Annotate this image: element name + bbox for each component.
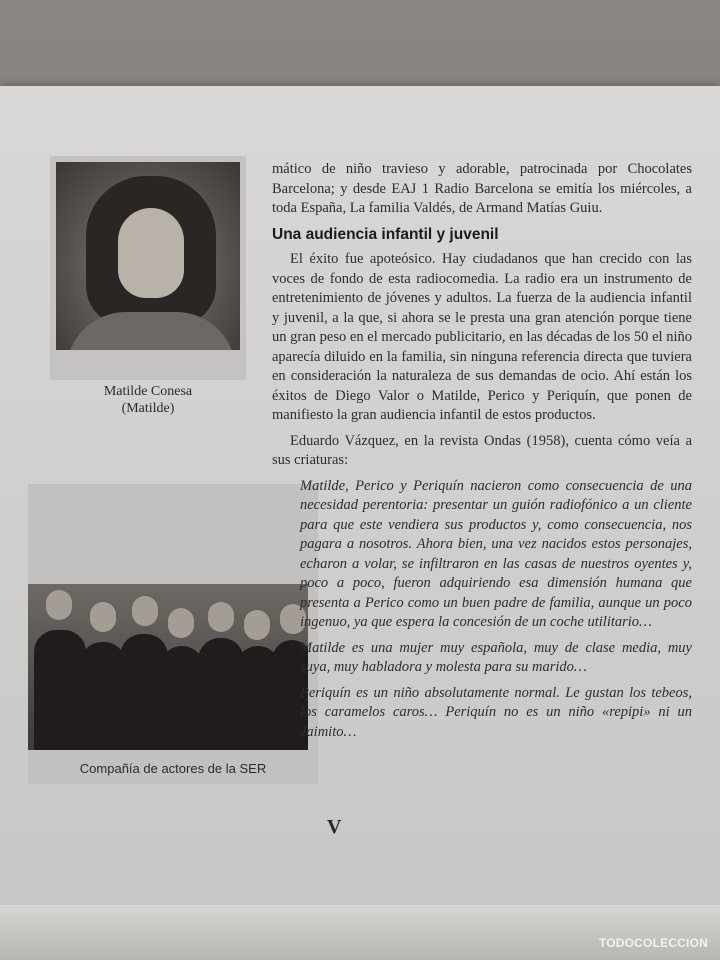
portrait-caption-role: (Matilde): [121, 401, 175, 416]
portrait-caption: [50, 383, 246, 417]
watermark: TODOCOLECCION: [598, 936, 708, 950]
intro-paragraph: mático de niño travieso y adorable, patrocinada por Chocolates Barcelona; y desde EAJ 1 Radio Barcelona se emitía los miércoles, a toda España, La familia Valdés, de Armand Matías Guiu.: [272, 161, 692, 216]
group-caption: Compañía de actores de la SER: [79, 761, 267, 776]
group-photo: [28, 584, 308, 750]
quote-1: Matilde, Perico y Periquín nacieron como consecuencia de una necesidad perentoria: presentar un guión radiofónico a un cliente para que este vendiera sus productos y, como consecuencia, nos pagara a nosotros. Ahora bien, una vez nacidos estos personajes, echaron a volar, se infiltraron en las casas de nuestros oyentes y, poco a poco, fueron adquiriendo esa dimensión humana que presenta a Perico como un buen padre de familia, aunque un poco ingenuo, ya que espera la concesión de un coche utilitario…: [300, 477, 692, 630]
body-text-column: [272, 160, 692, 748]
quote-2: Matilde es una mujer muy española, muy de clase media, muy suya, muy habladora y molesta para su marido…: [300, 639, 692, 675]
paragraph-2: Eduardo Vázquez, en la revista Ondas (1958), cuenta cómo veía a sus criaturas:: [272, 432, 692, 468]
portrait-caption-name: Matilde Conesa: [103, 384, 193, 399]
portrait-photo-frame: [50, 156, 246, 380]
page-stack-edge: [0, 905, 720, 960]
portrait-photo: [56, 162, 240, 350]
section-heading: Una audiencia infantil y juvenil: [272, 225, 499, 243]
quote-3: Periquín es un niño absolutamente normal. Le gustan los tebeos, los caramelos caros… Periquín no es un niño «repipi» ni un Jaimito…: [300, 684, 692, 740]
paragraph-1: El éxito fue apoteósico. Hay ciudadanos que han crecido con las voces de fondo de esta radiocomedia. La radio era un instrumento de entretenimiento de jóvenes y adultos. La fuerza de la audiencia infantil y juvenil, a la que, si ahora se le presta una gran atención porque tiene un gran peso en el mercado publicitario, en las décadas de los 50 el niño aparecía diluido en la familia, sin ninguna referencia directa que tuviera en consideración la naturaleza de sus demandas de ocio. Ahí están los éxitos de Diego Valor o Matilde, Perico y Periquín, que ponen de manifiesto la gran audiencia infantil de estos productos.: [272, 251, 692, 423]
page-number: V: [327, 816, 342, 838]
